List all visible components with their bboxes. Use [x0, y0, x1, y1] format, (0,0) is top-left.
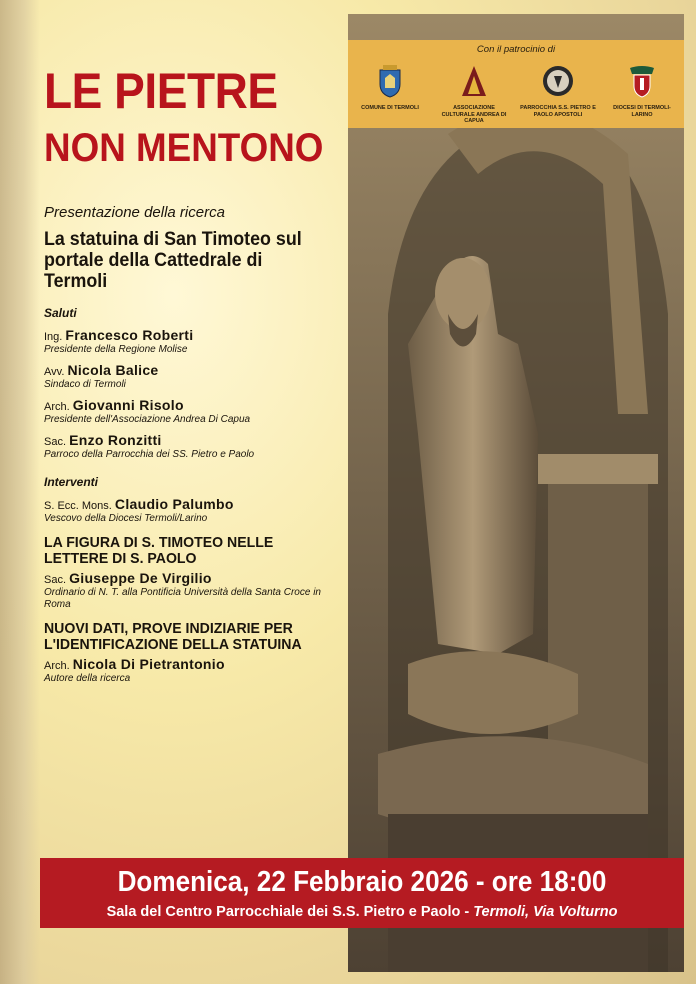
speaker-prefix: Sac.: [44, 436, 67, 448]
parish-seal-icon: [542, 64, 574, 98]
main-title-line1: LE PIETRE: [44, 63, 278, 119]
speaker-role: Autore della ricerca: [44, 673, 131, 684]
patron-caption: DIOCESI DI TERMOLI-LARINO: [613, 105, 671, 118]
speaker-entry: [44, 657, 344, 685]
speaker-entry: [44, 571, 344, 611]
patron-caption: COMUNE DI TERMOLI: [361, 105, 419, 111]
speaker-role: Presidente della Regione Molise: [44, 344, 188, 355]
presentation-label: Presentazione della ricerca: [44, 204, 225, 221]
patron-logo-parish: [520, 64, 596, 125]
speaker-name: Giovanni Risolo: [72, 397, 184, 413]
event-subtitle: La statuina di San Timoteo sul portale della Cattedrale di Termoli: [44, 229, 302, 292]
speaker-name: Giuseppe De Virgilio: [69, 570, 212, 586]
patron-caption: ASSOCIAZIONE CULTURALE ANDREA DI CAPUA: [441, 105, 507, 124]
program-column: [44, 204, 344, 692]
speaker-entry: [44, 363, 344, 391]
diocese-crest-icon: [626, 64, 658, 98]
talk-title: NUOVI DATI, PROVE INDIZIARIE PER L'IDENTIFICAZIONE DELLA STATUINA: [44, 620, 302, 653]
speaker-role: Vescovo della Diocesi Termoli/Larino: [44, 513, 208, 524]
speaker-name: Nicola Balice: [67, 362, 159, 378]
association-logo-icon: [458, 64, 490, 98]
patron-logo-association: [436, 64, 512, 125]
patronage-logos: [348, 64, 684, 125]
event-venue: [40, 904, 684, 920]
speaker-prefix: Arch.: [44, 660, 70, 672]
venue-place: Termoli, Via Volturno: [473, 904, 618, 920]
saluti-heading: Saluti: [44, 306, 77, 320]
speaker-role: Sindaco di Termoli: [44, 379, 126, 390]
patronage-bar: [348, 40, 684, 128]
venue-name: Sala del Centro Parrocchiale dei S.S. Pietro e Paolo -: [106, 904, 470, 920]
speaker-name: Francesco Roberti: [65, 327, 194, 343]
speaker-role: Parroco della Parrocchia dei SS. Pietro e Paolo: [44, 449, 255, 460]
interventi-heading: Interventi: [44, 475, 99, 489]
patron-caption: PARROCCHIA S.S. PIETRO E PAOLO APOSTOLI: [520, 105, 596, 118]
statue-photo: [348, 14, 684, 972]
event-banner: [40, 858, 684, 928]
speaker-role: Presidente dell'Associazione Andrea Di Capua: [44, 414, 251, 425]
speaker-entry: [44, 398, 344, 426]
speaker-prefix: Avv.: [44, 366, 65, 378]
event-date-time: Domenica, 22 Febbraio 2026 - ore 18:00: [117, 866, 607, 898]
speaker-prefix: Sac.: [44, 574, 67, 586]
speaker-prefix: S. Ecc. Mons.: [44, 500, 112, 512]
speaker-entry: [44, 328, 344, 356]
speaker-entry: [44, 433, 344, 461]
city-crest-icon: [374, 64, 406, 98]
speaker-name: Claudio Palumbo: [114, 496, 234, 512]
patron-logo-comune: [352, 64, 428, 125]
speaker-name: Enzo Ronzitti: [69, 432, 162, 448]
speaker-entry: [44, 497, 344, 525]
decorative-ornament: [0, 0, 40, 984]
main-title-line2: NON MENTONO: [44, 126, 324, 170]
patronage-title: Con il patrocinio di: [476, 44, 556, 55]
speaker-name: Nicola Di Pietrantonio: [72, 656, 225, 672]
speaker-prefix: Ing.: [44, 331, 63, 343]
patron-logo-diocese: [604, 64, 680, 125]
speaker-prefix: Arch.: [44, 401, 70, 413]
speaker-role: Ordinario di N. T. alla Pontificia Università della Santa Croce in Roma: [44, 587, 321, 610]
talk-title: LA FIGURA DI S. TIMOTEO NELLE LETTERE DI S. PAOLO: [44, 534, 274, 567]
